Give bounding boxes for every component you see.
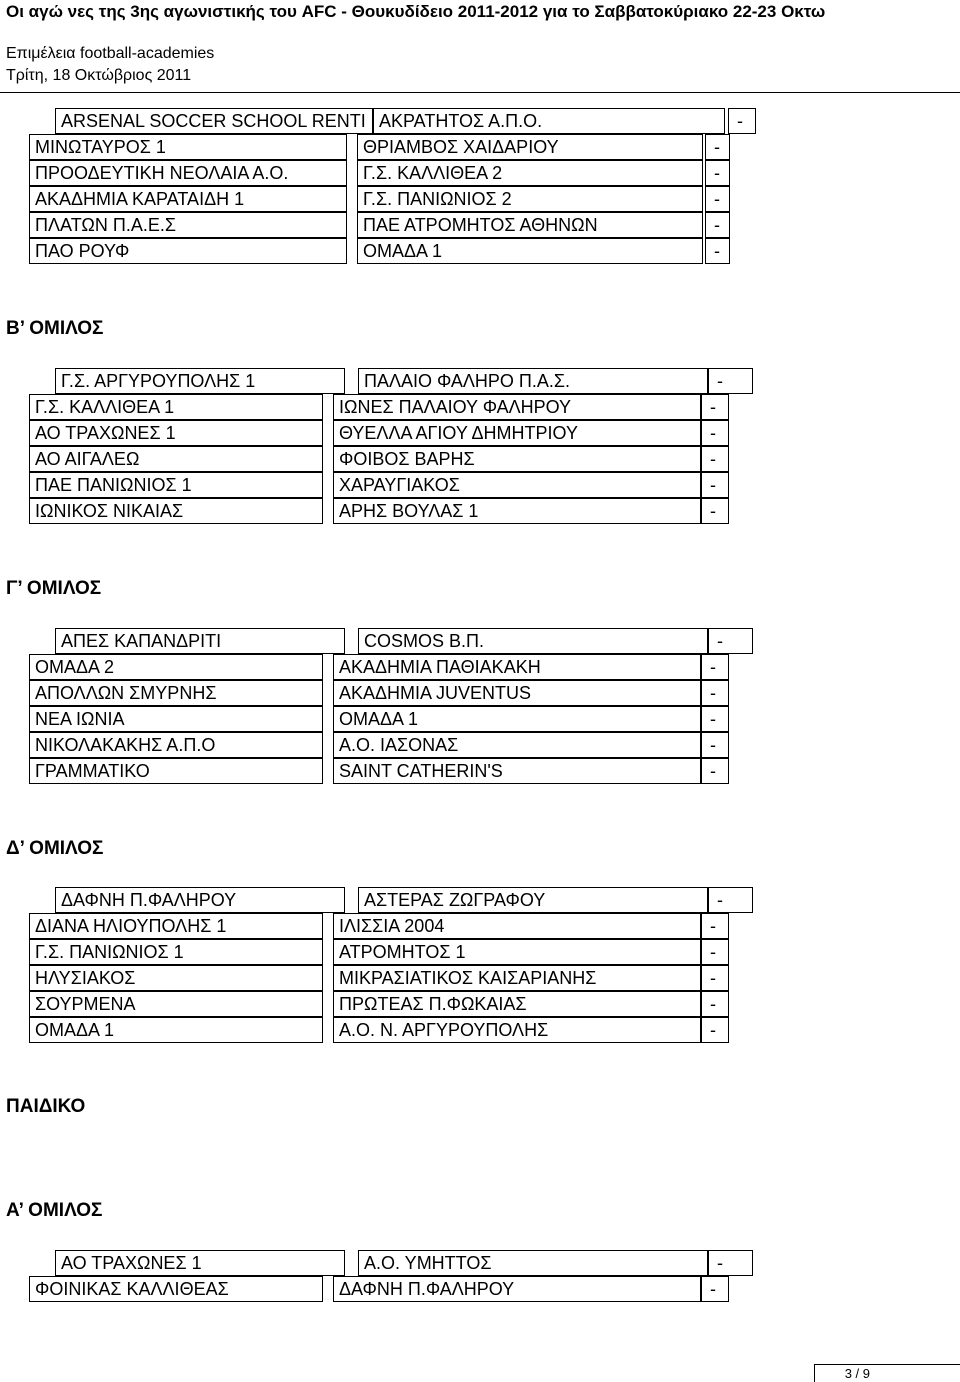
away-team-cell: Γ.Σ. ΚΑΛΛΙΘΕΑ 2 (357, 160, 703, 186)
score-cell: - (708, 1250, 753, 1276)
away-team-cell: ΧΑΡΑΥΓΙΑΚΟΣ (333, 472, 701, 498)
score-cell: - (701, 706, 729, 732)
score-cell: - (705, 134, 730, 160)
score-cell: - (708, 628, 753, 654)
away-team-cell: ΑΚΡΑΤΗΤΟΣ Α.Π.Ο. (373, 108, 725, 134)
score-cell: - (701, 654, 729, 680)
away-team-cell: ΦΟΙΒΟΣ ΒΑΡΗΣ (333, 446, 701, 472)
home-team-cell: ΑΠΕΣ ΚΑΠΑΝΔΡΙΤΙ (55, 628, 345, 654)
home-team-cell: ΟΜΑΔΑ 2 (29, 654, 323, 680)
home-team-cell: ΔΙΑΝΑ ΗΛΙΟΥΠΟΛΗΣ 1 (29, 913, 323, 939)
home-team-cell: ΝΕΑ ΙΩΝΙΑ (29, 706, 323, 732)
away-team-cell: Α.Ο. Ν. ΑΡΓΥΡΟΥΠΟΛΗΣ (333, 1017, 701, 1043)
away-team-cell: ΘΥΕΛΛΑ ΑΓΙΟΥ ΔΗΜΗΤΡΙΟΥ (333, 420, 701, 446)
away-team-cell: ΠΡΩΤΕΑΣ Π.ΦΩΚΑΙΑΣ (333, 991, 701, 1017)
home-team-cell: ΑΟ ΤΡΑΧΩΝΕΣ 1 (29, 420, 323, 446)
home-team-cell: Γ.Σ. ΠΑΝΙΩΝΙΟΣ 1 (29, 939, 323, 965)
section-a-heading: Α’ ΟΜΙΛΟΣ (6, 1200, 103, 1221)
score-cell: - (701, 1017, 729, 1043)
score-cell: - (701, 965, 729, 991)
section-g-heading: Γ’ ΟΜΙΛΟΣ (6, 578, 102, 599)
score-cell: - (728, 108, 756, 134)
score-cell: - (701, 498, 729, 524)
away-team-cell: ΔΑΦΝΗ Π.ΦΑΛΗΡΟΥ (333, 1276, 701, 1302)
author-line: Επιμέλεια football-academies (6, 45, 215, 62)
away-team-cell: ΠΑΕ ΑΤΡΟΜΗΤΟΣ ΑΘΗΝΩΝ (357, 212, 703, 238)
header-divider (0, 92, 960, 93)
home-team-cell: ΠΑΕ ΠΑΝΙΩΝΙΟΣ 1 (29, 472, 323, 498)
score-cell: - (708, 368, 753, 394)
away-team-cell: Α.Ο. ΥΜΗΤΤΟΣ (358, 1250, 708, 1276)
page-number: 3 / 9 (844, 1366, 870, 1381)
away-team-cell: SAINT CATHERIN'S (333, 758, 701, 784)
score-cell: - (705, 212, 730, 238)
home-team-cell: ΙΩΝΙΚΟΣ ΝΙΚΑΙΑΣ (29, 498, 323, 524)
away-team-cell: ΠΑΛΑΙΟ ΦΑΛΗΡΟ Π.Α.Σ. (358, 368, 708, 394)
away-team-cell: ΟΜΑΔΑ 1 (357, 238, 703, 264)
away-team-cell: ΑΤΡΟΜΗΤΟΣ 1 (333, 939, 701, 965)
date-line: Τρίτη, 18 Οκτώβριος 2011 (6, 67, 192, 84)
home-team-cell: ΠΡΟΟΔΕΥΤΙΚΗ ΝΕΟΛΑΙΑ Α.Ο. (29, 160, 347, 186)
home-team-cell: ΑΟ ΑΙΓΑΛΕΩ (29, 446, 323, 472)
away-team-cell: ΙΩΝΕΣ ΠΑΛΑΙΟΥ ΦΑΛΗΡΟΥ (333, 394, 701, 420)
score-cell: - (701, 913, 729, 939)
score-cell: - (705, 186, 730, 212)
away-team-cell: COSMOS B.Π. (358, 628, 708, 654)
home-team-cell: ARSENAL SOCCER SCHOOL RENTI (55, 108, 373, 134)
score-cell: - (701, 446, 729, 472)
score-cell: - (701, 939, 729, 965)
home-team-cell: ΜΙΝΩΤΑΥΡΟΣ 1 (29, 134, 347, 160)
score-cell: - (701, 1276, 729, 1302)
away-team-cell: Γ.Σ. ΠΑΝΙΩΝΙΟΣ 2 (357, 186, 703, 212)
home-team-cell: Γ.Σ. ΑΡΓΥΡΟΥΠΟΛΗΣ 1 (55, 368, 345, 394)
away-team-cell: ΙΛΙΣΣΙΑ 2004 (333, 913, 701, 939)
home-team-cell: ΑΚΑΔΗΜΙΑ ΚΑΡΑΤΑΙΔΗ 1 (29, 186, 347, 212)
score-cell: - (701, 680, 729, 706)
home-team-cell: ΣΟΥΡΜΕΝΑ (29, 991, 323, 1017)
home-team-cell: Γ.Σ. ΚΑΛΛΙΘΕΑ 1 (29, 394, 323, 420)
home-team-cell: ΠΑΟ ΡΟΥΦ (29, 238, 347, 264)
score-cell: - (705, 160, 730, 186)
home-team-cell: ΦΟΙΝΙΚΑΣ ΚΑΛΛΙΘΕΑΣ (29, 1276, 323, 1302)
home-team-cell: ΔΑΦΝΗ Π.ΦΑΛΗΡΟΥ (55, 887, 345, 913)
away-team-cell: ΘΡΙΑΜΒΟΣ ΧΑΙΔΑΡΙΟΥ (357, 134, 703, 160)
score-cell: - (701, 472, 729, 498)
section-d-heading: Δ’ ΟΜΙΛΟΣ (6, 838, 104, 859)
score-cell: - (701, 420, 729, 446)
home-team-cell: ΑΟ ΤΡΑΧΩΝΕΣ 1 (55, 1250, 345, 1276)
away-team-cell: ΟΜΑΔΑ 1 (333, 706, 701, 732)
home-team-cell: ΗΛΥΣΙΑΚΟΣ (29, 965, 323, 991)
score-cell: - (701, 991, 729, 1017)
home-team-cell: ΓΡΑΜΜΑΤΙΚΟ (29, 758, 323, 784)
home-team-cell: ΝΙΚΟΛΑΚΑΚΗΣ Α.Π.Ο (29, 732, 323, 758)
footer-box (814, 1364, 960, 1382)
away-team-cell: ΑΚΑΔΗΜΙΑ ΠΑΘΙΑΚΑΚΗ (333, 654, 701, 680)
page-title: Οι αγώ νες της 3ης αγωνιστικής του AFC - Θουκυδίδειο 2011-2012 για το Σαββατοκύριακο 22-23 Οκτω (6, 2, 826, 21)
score-cell: - (701, 394, 729, 420)
away-team-cell: ΑΣΤΕΡΑΣ ΖΩΓΡΑΦΟΥ (358, 887, 708, 913)
away-team-cell: ΑΡΗΣ ΒΟΥΛΑΣ 1 (333, 498, 701, 524)
score-cell: - (708, 887, 753, 913)
score-cell: - (705, 238, 730, 264)
away-team-cell: Α.Ο. ΙΑΣΟΝΑΣ (333, 732, 701, 758)
home-team-cell: ΠΛΑΤΩΝ Π.Α.Ε.Σ (29, 212, 347, 238)
away-team-cell: ΜΙΚΡΑΣΙΑΤΙΚΟΣ ΚΑΙΣΑΡΙΑΝΗΣ (333, 965, 701, 991)
away-team-cell: ΑΚΑΔΗΜΙΑ JUVENTUS (333, 680, 701, 706)
section-b-heading: Β’ ΟΜΙΛΟΣ (6, 318, 104, 339)
section-paidiko-heading: ΠΑΙΔΙΚΟ (6, 1096, 86, 1117)
score-cell: - (701, 732, 729, 758)
home-team-cell: ΑΠΟΛΛΩΝ ΣΜΥΡΝΗΣ (29, 680, 323, 706)
home-team-cell: ΟΜΑΔΑ 1 (29, 1017, 323, 1043)
score-cell: - (701, 758, 729, 784)
